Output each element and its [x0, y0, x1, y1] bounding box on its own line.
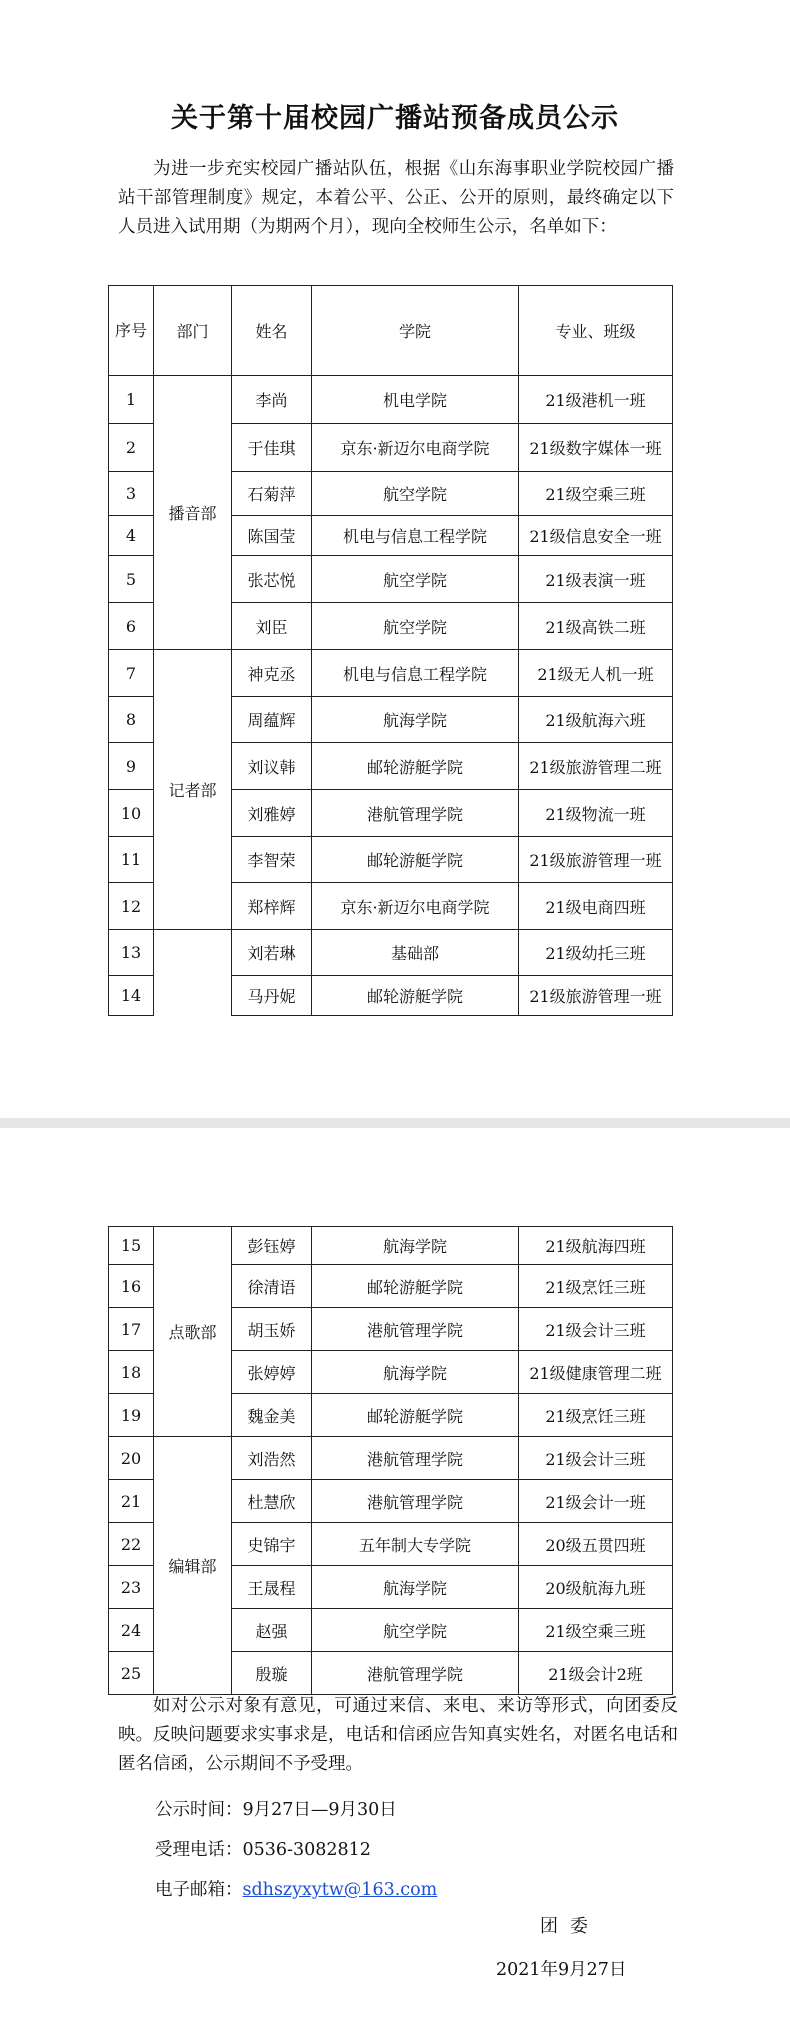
seq-cell: 18 [109, 1351, 154, 1394]
period-label: 公示时间： [155, 1800, 243, 1820]
name-cell: 彭钰婷 [232, 1227, 312, 1265]
table-row [109, 1437, 673, 1480]
table-row [109, 376, 673, 424]
seq-cell: 19 [109, 1394, 154, 1437]
major-cell: 21级旅游管理一班 [519, 837, 673, 883]
name-cell: 于佳琪 [232, 424, 312, 472]
major-cell: 21级烹饪三班 [519, 1394, 673, 1437]
name-cell: 周蕴辉 [232, 697, 312, 743]
seq-cell: 13 [109, 930, 154, 976]
header-name: 姓名 [232, 286, 312, 376]
phone-value: 0536-3082812 [242, 1840, 371, 1860]
name-cell: 张婷婷 [232, 1351, 312, 1394]
college-cell: 机电与信息工程学院 [312, 516, 519, 556]
college-cell: 京东·新迈尔电商学院 [312, 883, 519, 930]
objection-note: 如对公示对象有意见，可通过来信、来电、来访等形式，向团委反映。反映问题要求实事求是，电话和信函应告知真实姓名，对匿名电话和匿名信函，公示期间不予受理。 [118, 1696, 678, 1774]
signing-date: 2021年9月27日 [496, 1960, 627, 1980]
college-cell: 基础部 [312, 930, 519, 976]
name-cell: 石菊萍 [232, 472, 312, 516]
name-cell: 王晟程 [232, 1566, 312, 1609]
major-cell: 21级空乘三班 [519, 1609, 673, 1652]
major-cell: 21级空乘三班 [519, 472, 673, 516]
name-cell: 刘雅婷 [232, 790, 312, 837]
seq-cell: 25 [109, 1652, 154, 1695]
dept-cell-song-continued [154, 930, 232, 1016]
name-cell: 赵强 [232, 1609, 312, 1652]
college-cell: 航海学院 [312, 1227, 519, 1265]
college-cell: 机电与信息工程学院 [312, 650, 519, 697]
major-cell: 21级数字媒体一班 [519, 424, 673, 472]
name-cell: 李尚 [232, 376, 312, 424]
college-cell: 五年制大专学院 [312, 1523, 519, 1566]
name-cell: 刘浩然 [232, 1437, 312, 1480]
roster-table-part1 [108, 285, 673, 1016]
college-cell: 港航管理学院 [312, 790, 519, 837]
college-cell: 京东·新迈尔电商学院 [312, 424, 519, 472]
college-cell: 港航管理学院 [312, 1480, 519, 1523]
name-cell: 杜慧欣 [232, 1480, 312, 1523]
major-cell: 21级健康管理二班 [519, 1351, 673, 1394]
roster-table-part2 [108, 1226, 673, 1695]
document-title: 关于第十届校园广播站预备成员公示 [171, 103, 619, 134]
college-cell: 港航管理学院 [312, 1652, 519, 1695]
college-cell: 航海学院 [312, 697, 519, 743]
college-cell: 航空学院 [312, 472, 519, 516]
major-cell: 20级航海九班 [519, 1566, 673, 1609]
major-cell: 21级高铁二班 [519, 603, 673, 650]
intro-paragraph: 为进一步充实校园广播站队伍，根据《山东海事职业学院校园广播站干部管理制度》规定，本着公平、公正、公开的原则，最终确定以下人员进入试用期（为期两个月），现向全校师生公示，名单如下： [118, 159, 674, 237]
dept-cell-song: 点歌部 [154, 1227, 232, 1437]
page-separator [0, 1118, 790, 1128]
seq-cell: 14 [109, 976, 154, 1016]
name-cell: 殷璇 [232, 1652, 312, 1695]
name-cell: 史锦宇 [232, 1523, 312, 1566]
major-cell: 21级旅游管理二班 [519, 743, 673, 790]
email-label: 电子邮箱： [155, 1880, 243, 1900]
name-cell: 胡玉娇 [232, 1308, 312, 1351]
name-cell: 魏金美 [232, 1394, 312, 1437]
seq-cell: 9 [109, 743, 154, 790]
seq-cell: 21 [109, 1480, 154, 1523]
major-cell: 21级会计2班 [519, 1652, 673, 1695]
seq-cell: 16 [109, 1265, 154, 1308]
signing-organization: 团委 [540, 1916, 600, 1937]
college-cell: 邮轮游艇学院 [312, 976, 519, 1016]
name-cell: 马丹妮 [232, 976, 312, 1016]
seq-cell: 4 [109, 516, 154, 556]
header-seq: 序号 [109, 286, 154, 376]
phone-label: 受理电话： [155, 1840, 243, 1860]
seq-cell: 3 [109, 472, 154, 516]
seq-cell: 7 [109, 650, 154, 697]
table-row [109, 1227, 673, 1265]
header-college: 学院 [312, 286, 519, 376]
seq-cell: 8 [109, 697, 154, 743]
name-cell: 张芯悦 [232, 556, 312, 603]
major-cell: 21级电商四班 [519, 883, 673, 930]
major-cell: 21级幼托三班 [519, 930, 673, 976]
header-dept: 部门 [154, 286, 232, 376]
major-cell: 21级无人机一班 [519, 650, 673, 697]
table-header-row [109, 286, 673, 376]
seq-cell: 2 [109, 424, 154, 472]
seq-cell: 24 [109, 1609, 154, 1652]
name-cell: 徐清语 [232, 1265, 312, 1308]
seq-cell: 10 [109, 790, 154, 837]
name-cell: 刘臣 [232, 603, 312, 650]
major-cell: 21级表演一班 [519, 556, 673, 603]
major-cell: 21级会计三班 [519, 1308, 673, 1351]
major-cell: 20级五贯四班 [519, 1523, 673, 1566]
college-cell: 航海学院 [312, 1351, 519, 1394]
college-cell: 邮轮游艇学院 [312, 837, 519, 883]
name-cell: 李智荣 [232, 837, 312, 883]
period-line [155, 1796, 397, 1821]
college-cell: 港航管理学院 [312, 1308, 519, 1351]
college-cell: 邮轮游艇学院 [312, 1394, 519, 1437]
period-value: 9月27日—9月30日 [242, 1800, 397, 1820]
dept-cell-broadcast: 播音部 [154, 376, 232, 650]
major-cell: 21级航海六班 [519, 697, 673, 743]
college-cell: 港航管理学院 [312, 1437, 519, 1480]
name-cell: 陈国莹 [232, 516, 312, 556]
major-cell: 21级航海四班 [519, 1227, 673, 1265]
dept-cell-reporter: 记者部 [154, 650, 232, 930]
name-cell: 刘若琳 [232, 930, 312, 976]
college-cell: 航海学院 [312, 1566, 519, 1609]
phone-line [155, 1836, 371, 1861]
college-cell: 航空学院 [312, 1609, 519, 1652]
footer-notice [118, 1692, 678, 1779]
seq-cell: 22 [109, 1523, 154, 1566]
seq-cell: 1 [109, 376, 154, 424]
name-cell: 刘议韩 [232, 743, 312, 790]
name-cell: 神克丞 [232, 650, 312, 697]
name-cell: 郑梓辉 [232, 883, 312, 930]
seq-cell: 17 [109, 1308, 154, 1351]
college-cell: 航空学院 [312, 556, 519, 603]
dept-cell-editor: 编辑部 [154, 1437, 232, 1695]
seq-cell: 20 [109, 1437, 154, 1480]
college-cell: 邮轮游艇学院 [312, 743, 519, 790]
major-cell: 21级旅游管理一班 [519, 976, 673, 1016]
email-line [155, 1876, 437, 1901]
major-cell: 21级会计三班 [519, 1437, 673, 1480]
seq-cell: 15 [109, 1227, 154, 1265]
header-major: 专业、班级 [519, 286, 673, 376]
seq-cell: 12 [109, 883, 154, 930]
major-cell: 21级港机一班 [519, 376, 673, 424]
seq-cell: 23 [109, 1566, 154, 1609]
seq-cell: 6 [109, 603, 154, 650]
table-row [109, 650, 673, 697]
major-cell: 21级信息安全一班 [519, 516, 673, 556]
table-row [109, 930, 673, 976]
email-link[interactable]: sdhszyxytw@163.com [242, 1880, 438, 1900]
college-cell: 航空学院 [312, 603, 519, 650]
college-cell: 机电学院 [312, 376, 519, 424]
seq-cell: 11 [109, 837, 154, 883]
major-cell: 21级物流一班 [519, 790, 673, 837]
major-cell: 21级会计一班 [519, 1480, 673, 1523]
college-cell: 邮轮游艇学院 [312, 1265, 519, 1308]
seq-cell: 5 [109, 556, 154, 603]
major-cell: 21级烹饪三班 [519, 1265, 673, 1308]
